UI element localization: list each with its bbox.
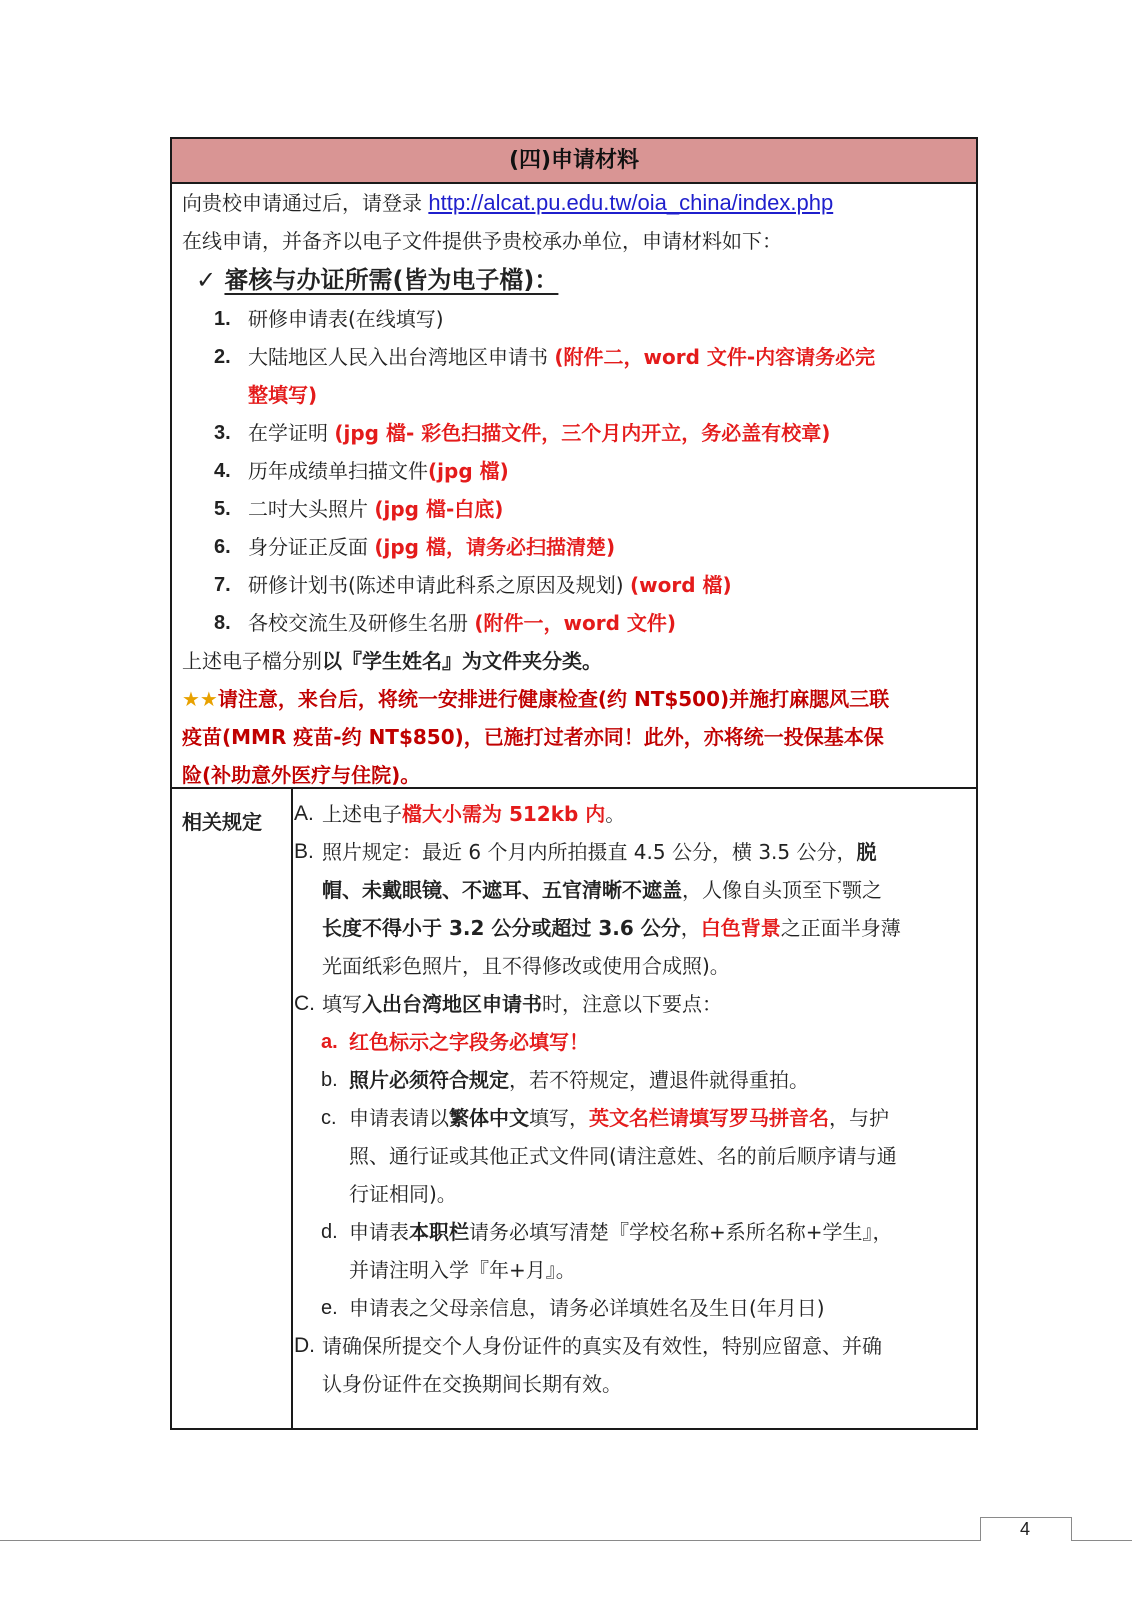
item-note: (jpg 檔，请务必扫描清楚): [374, 535, 616, 559]
intro-line-1: [182, 184, 970, 222]
sub-letter: b.: [321, 1069, 338, 1091]
rule-c-c-post: ，与护: [829, 1106, 889, 1130]
rule-b: [294, 833, 970, 985]
item-text: 身分证正反面: [248, 535, 368, 559]
item-number: 8.: [214, 612, 231, 634]
list-item: [182, 300, 970, 338]
item-text: 各校交流生及研修生名册: [248, 611, 468, 635]
intro-text: 向贵校申请通过后，请登录: [182, 191, 422, 215]
item-number: 2.: [214, 346, 231, 368]
materials-cell: [182, 184, 970, 794]
rule-c-c-line-2: 照、通行证或其他正式文件同(请注意姓、名的前后顺序请与通: [349, 1144, 897, 1168]
list-item: [182, 566, 970, 604]
rule-letter: A.: [294, 802, 314, 825]
list-item: [182, 604, 970, 642]
rule-c-c-pre: 申请表请以: [349, 1106, 449, 1130]
intro-line-2: 在线申请，并备齐以电子文件提供予贵校承办单位，申请材料如下：: [182, 229, 782, 253]
rule-d: [294, 1327, 970, 1403]
column-divider: [291, 787, 293, 1428]
rule-c-c-bold: 繁体中文: [449, 1106, 529, 1130]
rule-c-a-text: 红色标示之字段务必填写！: [349, 1030, 589, 1054]
application-link[interactable]: http://alcat.pu.edu.tw/oia_china/index.php: [428, 190, 834, 215]
star-icon: ★★: [182, 687, 218, 711]
rule-c-b-post: ，若不符规定，遭退件就得重拍。: [509, 1068, 809, 1092]
item-number: 6.: [214, 536, 231, 558]
item-text: 在学证明: [248, 421, 328, 445]
sub-letter: c.: [321, 1107, 337, 1129]
item-text: 研修计划书(陈述申请此科系之原因及规划): [248, 573, 624, 597]
item-number: 4.: [214, 460, 231, 482]
checkmark-icon: ✓: [196, 266, 217, 294]
rule-c: [294, 985, 970, 1023]
rule-d-line-2: 认身份证件在交换期间长期有效。: [322, 1372, 622, 1396]
rule-c-e-text: 申请表之父母亲信息，请务必详填姓名及生日(年月日): [349, 1296, 825, 1320]
item-note: (附件一，word 文件): [474, 611, 676, 635]
rule-b-line-3: 之正面半身薄: [780, 916, 901, 940]
sub-letter: e.: [321, 1297, 338, 1319]
rule-c-post: 时，注意以下要点：: [542, 992, 722, 1016]
rule-c-c-line-3: 行证相同)。: [349, 1182, 457, 1206]
folder-note-bold: 以『学生姓名』为文件夹分类。: [322, 649, 602, 673]
item-text: 研修申请表(在线填写): [248, 307, 444, 331]
rule-c-d-pre: 申请表: [349, 1220, 409, 1244]
sub-letter: d.: [321, 1221, 338, 1243]
list-item: [182, 414, 970, 452]
rule-d-line-1: 请确保所提交个人身份证件的真实及有效性，特别应留意、并确: [322, 1334, 882, 1358]
item-number: 7.: [214, 574, 231, 596]
rule-a-post: 。: [605, 802, 626, 826]
rule-b-bold-1: 脱: [856, 840, 877, 864]
item-number: 3.: [214, 422, 231, 444]
rule-c-d: [294, 1213, 970, 1289]
health-notice-line-1: 请注意，来台后，将统一安排进行健康检查(约 NT$500)并施打麻腮风三联: [217, 687, 890, 711]
sub-letter: a.: [321, 1031, 338, 1053]
item-note: (附件二，word 文件-内容请务必完: [554, 345, 876, 369]
rule-b-line-4: 光面纸彩色照片，且不得修改或使用合成照)。: [322, 954, 730, 978]
health-notice: [182, 680, 970, 794]
review-heading-text: 審核与办证所需(皆为电子檔)：: [224, 266, 559, 294]
item-number: 1.: [214, 308, 231, 330]
rule-c-a: [294, 1023, 970, 1061]
item-note: (jpg 檔-白底): [374, 497, 504, 521]
rule-c-b: [294, 1061, 970, 1099]
list-item: [182, 490, 970, 528]
page-number: 4: [1019, 1519, 1030, 1539]
rule-c-c-red: 英文名栏请填写罗马拼音名: [589, 1106, 829, 1130]
rule-c-c-mid: 填写，: [529, 1106, 589, 1130]
rule-c-b-bold: 照片必须符合规定: [349, 1068, 509, 1092]
list-item: [182, 452, 970, 490]
item-number: 5.: [214, 498, 231, 520]
health-notice-line-2: 疫苗(MMR 疫苗-约 NT$850)，已施打过者亦同！此外，亦将统一投保基本保: [182, 725, 884, 749]
list-item: [182, 338, 970, 414]
review-heading: [196, 260, 970, 300]
rule-c-bold: 入出台湾地区申请书: [362, 992, 542, 1016]
rule-a-pre: 上述电子: [322, 802, 402, 826]
footer-rule: [0, 1540, 1132, 1541]
item-note: (jpg 檔- 彩色扫描文件，三个月内开立，务必盖有校章): [334, 421, 831, 445]
rule-a: [294, 795, 970, 833]
rules-cell: [294, 795, 970, 1403]
materials-table: [170, 137, 978, 1430]
rule-b-line-2: ，人像自头顶至下颚之: [682, 878, 882, 902]
rule-c-c: [294, 1099, 970, 1213]
rule-b-line-1: 照片规定：最近 6 个月内所拍摄直 4.5 公分，横 3.5 公分，: [322, 840, 857, 864]
item-text: 二吋大头照片: [248, 497, 368, 521]
rule-b-red: 白色背景: [700, 916, 781, 940]
health-notice-line-3: 险(补助意外医疗与住院)。: [182, 763, 421, 787]
rule-a-red: 檔大小需为 512kb 内: [402, 802, 606, 826]
rule-letter: D.: [294, 1334, 315, 1357]
item-text: 大陆地区人民入出台湾地区申请书: [248, 345, 548, 369]
folder-note-prefix: 上述电子檔分别: [182, 649, 322, 673]
item-note: (jpg 檔): [428, 459, 509, 483]
materials-list: [182, 300, 970, 642]
item-text: 历年成绩单扫描文件: [248, 459, 428, 483]
rule-c-d-line-2: 并请注明入学『年+月』。: [349, 1258, 576, 1282]
rule-b-bold-2: 帽、未戴眼镜、不遮耳、五官清晰不遮盖: [322, 878, 682, 902]
rule-letter: B.: [294, 840, 314, 863]
section-title: (四)申请材料: [172, 139, 976, 184]
list-item: [182, 528, 970, 566]
rules-label: 相关规定: [182, 810, 262, 834]
rule-letter: C.: [294, 992, 315, 1015]
rule-c-pre: 填写: [322, 992, 362, 1016]
item-note: (word 檔): [629, 573, 732, 597]
rule-c-d-bold: 本职栏: [409, 1220, 469, 1244]
folder-note: [182, 642, 970, 680]
rule-c-e: [294, 1289, 970, 1327]
rule-b-bold-3: 长度不得小于 3.2 公分或超过 3.6 公分: [322, 916, 681, 940]
item-note-cont: 整填写): [248, 383, 318, 407]
rule-c-d-post: 请务必填写清楚『学校名称+系所名称+学生』，: [469, 1220, 893, 1244]
rule-b-comma: ，: [680, 916, 701, 940]
